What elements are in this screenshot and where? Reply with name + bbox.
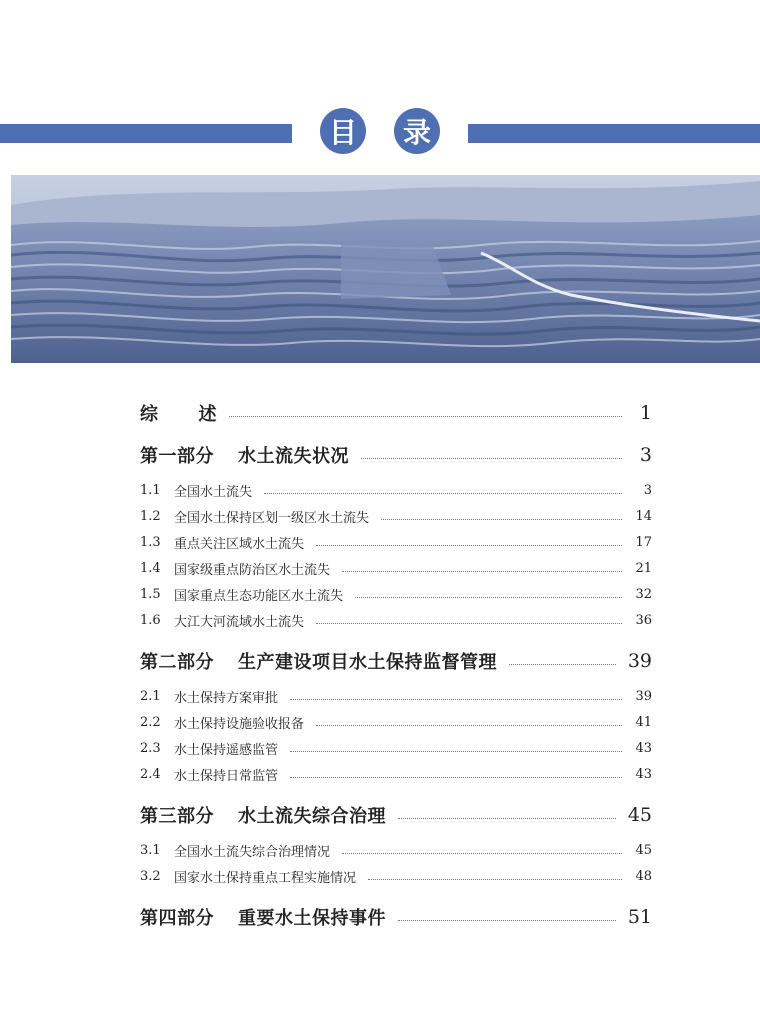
toc-item[interactable] bbox=[140, 840, 652, 860]
toc-item-number: 1.4 bbox=[140, 560, 161, 576]
leader-dots bbox=[355, 597, 622, 598]
toc-item-label: 国家级重点防治区水土流失 bbox=[174, 562, 331, 578]
leader-dots bbox=[368, 879, 622, 880]
toc-page: 45 bbox=[627, 804, 652, 826]
toc-item-label: 全国水土保持区划一级区水土流失 bbox=[174, 510, 370, 526]
toc-page: 17 bbox=[635, 534, 652, 550]
toc-item-number: 1.3 bbox=[140, 534, 161, 550]
toc-page: 3 bbox=[639, 444, 652, 466]
toc-item[interactable] bbox=[140, 558, 652, 578]
toc-item-number: 1.6 bbox=[140, 612, 161, 628]
leader-dots bbox=[229, 416, 622, 417]
toc-item-number: 2.1 bbox=[140, 688, 161, 704]
title-char-1: 目 bbox=[320, 108, 366, 154]
toc-overview[interactable] bbox=[140, 400, 652, 426]
toc-part-2[interactable] bbox=[140, 648, 652, 674]
toc-part-label bbox=[140, 648, 497, 674]
toc-part-title: 生产建设项目水土保持监督管理 bbox=[238, 652, 497, 673]
toc-part-title: 水土流失状况 bbox=[238, 446, 349, 467]
toc-page: 51 bbox=[627, 906, 652, 928]
toc-part-label bbox=[140, 904, 386, 930]
toc-part-number: 第四部分 bbox=[140, 908, 214, 929]
toc-item-label: 大江大河流域水土流失 bbox=[174, 614, 305, 630]
toc-part-number: 第一部分 bbox=[140, 446, 214, 467]
toc-item-number: 2.2 bbox=[140, 714, 161, 730]
toc-item-label: 国家重点生态功能区水土流失 bbox=[174, 588, 344, 604]
toc-item-label: 全国水土流失 bbox=[174, 484, 253, 500]
toc-part-label bbox=[140, 802, 386, 828]
toc-item[interactable] bbox=[140, 764, 652, 784]
toc-page: 14 bbox=[635, 508, 652, 524]
toc-item[interactable] bbox=[140, 686, 652, 706]
toc-page: 21 bbox=[635, 560, 652, 576]
leader-dots bbox=[264, 493, 622, 494]
leader-dots bbox=[290, 699, 622, 700]
toc-item[interactable] bbox=[140, 712, 652, 732]
header-bar-right bbox=[468, 124, 760, 143]
leader-dots bbox=[342, 853, 622, 854]
toc-page: 39 bbox=[635, 688, 652, 704]
leader-dots bbox=[398, 818, 616, 819]
toc-page: 39 bbox=[627, 650, 652, 672]
leader-dots bbox=[509, 664, 616, 665]
toc-item-number: 2.3 bbox=[140, 740, 161, 756]
toc-item-label: 水土保持日常监管 bbox=[174, 768, 279, 784]
toc-item-number: 3.1 bbox=[140, 842, 161, 858]
toc-item[interactable] bbox=[140, 532, 652, 552]
toc-page: 1 bbox=[639, 402, 652, 424]
toc-item[interactable] bbox=[140, 506, 652, 526]
toc-item-label: 重点关注区域水土流失 bbox=[174, 536, 305, 552]
terraced-hills-photo bbox=[11, 175, 760, 363]
leader-dots bbox=[316, 725, 622, 726]
toc-page: 48 bbox=[635, 868, 652, 884]
toc-item[interactable] bbox=[140, 866, 652, 886]
toc-part-title: 重要水土保持事件 bbox=[238, 908, 386, 929]
leader-dots bbox=[316, 623, 622, 624]
toc-item-number: 2.4 bbox=[140, 766, 161, 782]
toc-part-1[interactable] bbox=[140, 442, 652, 468]
toc-item-number: 3.2 bbox=[140, 868, 161, 884]
title-char-2: 录 bbox=[394, 108, 440, 154]
toc-part-4[interactable] bbox=[140, 904, 652, 930]
leader-dots bbox=[290, 751, 622, 752]
toc-page: 41 bbox=[635, 714, 652, 730]
toc-item[interactable] bbox=[140, 584, 652, 604]
leader-dots bbox=[342, 571, 622, 572]
toc-item-label: 国家水土保持重点工程实施情况 bbox=[174, 870, 357, 886]
toc-overview-label bbox=[140, 400, 217, 426]
toc-item-number: 1.2 bbox=[140, 508, 161, 524]
toc-page: 43 bbox=[635, 740, 652, 756]
toc-item[interactable] bbox=[140, 738, 652, 758]
toc-item-label: 全国水土流失综合治理情况 bbox=[174, 844, 331, 860]
toc-part-number: 第二部分 bbox=[140, 652, 214, 673]
header-bar-left bbox=[0, 124, 292, 143]
toc-page: 32 bbox=[635, 586, 652, 602]
toc-overview-char-a: 综 bbox=[140, 404, 159, 425]
toc-page: 36 bbox=[635, 612, 652, 628]
toc-overview-char-b: 述 bbox=[198, 404, 217, 425]
toc-part-title: 水土流失综合治理 bbox=[238, 806, 386, 827]
toc-item-label: 水土保持设施验收报备 bbox=[174, 716, 305, 732]
toc-page: 3 bbox=[643, 482, 652, 498]
toc-item[interactable] bbox=[140, 610, 652, 630]
leader-dots bbox=[290, 777, 622, 778]
toc-item-number: 1.1 bbox=[140, 482, 161, 498]
leader-dots bbox=[316, 545, 622, 546]
leader-dots bbox=[381, 519, 622, 520]
toc-item-label: 水土保持方案审批 bbox=[174, 690, 279, 706]
toc-item-label: 水土保持遥感监管 bbox=[174, 742, 279, 758]
toc-item-number: 1.5 bbox=[140, 586, 161, 602]
toc-part-number: 第三部分 bbox=[140, 806, 214, 827]
leader-dots bbox=[398, 920, 616, 921]
toc-page: 45 bbox=[635, 842, 652, 858]
toc-item[interactable] bbox=[140, 480, 652, 500]
toc-page: 43 bbox=[635, 766, 652, 782]
leader-dots bbox=[361, 458, 622, 459]
toc-part-3[interactable] bbox=[140, 802, 652, 828]
toc-part-label bbox=[140, 442, 349, 468]
